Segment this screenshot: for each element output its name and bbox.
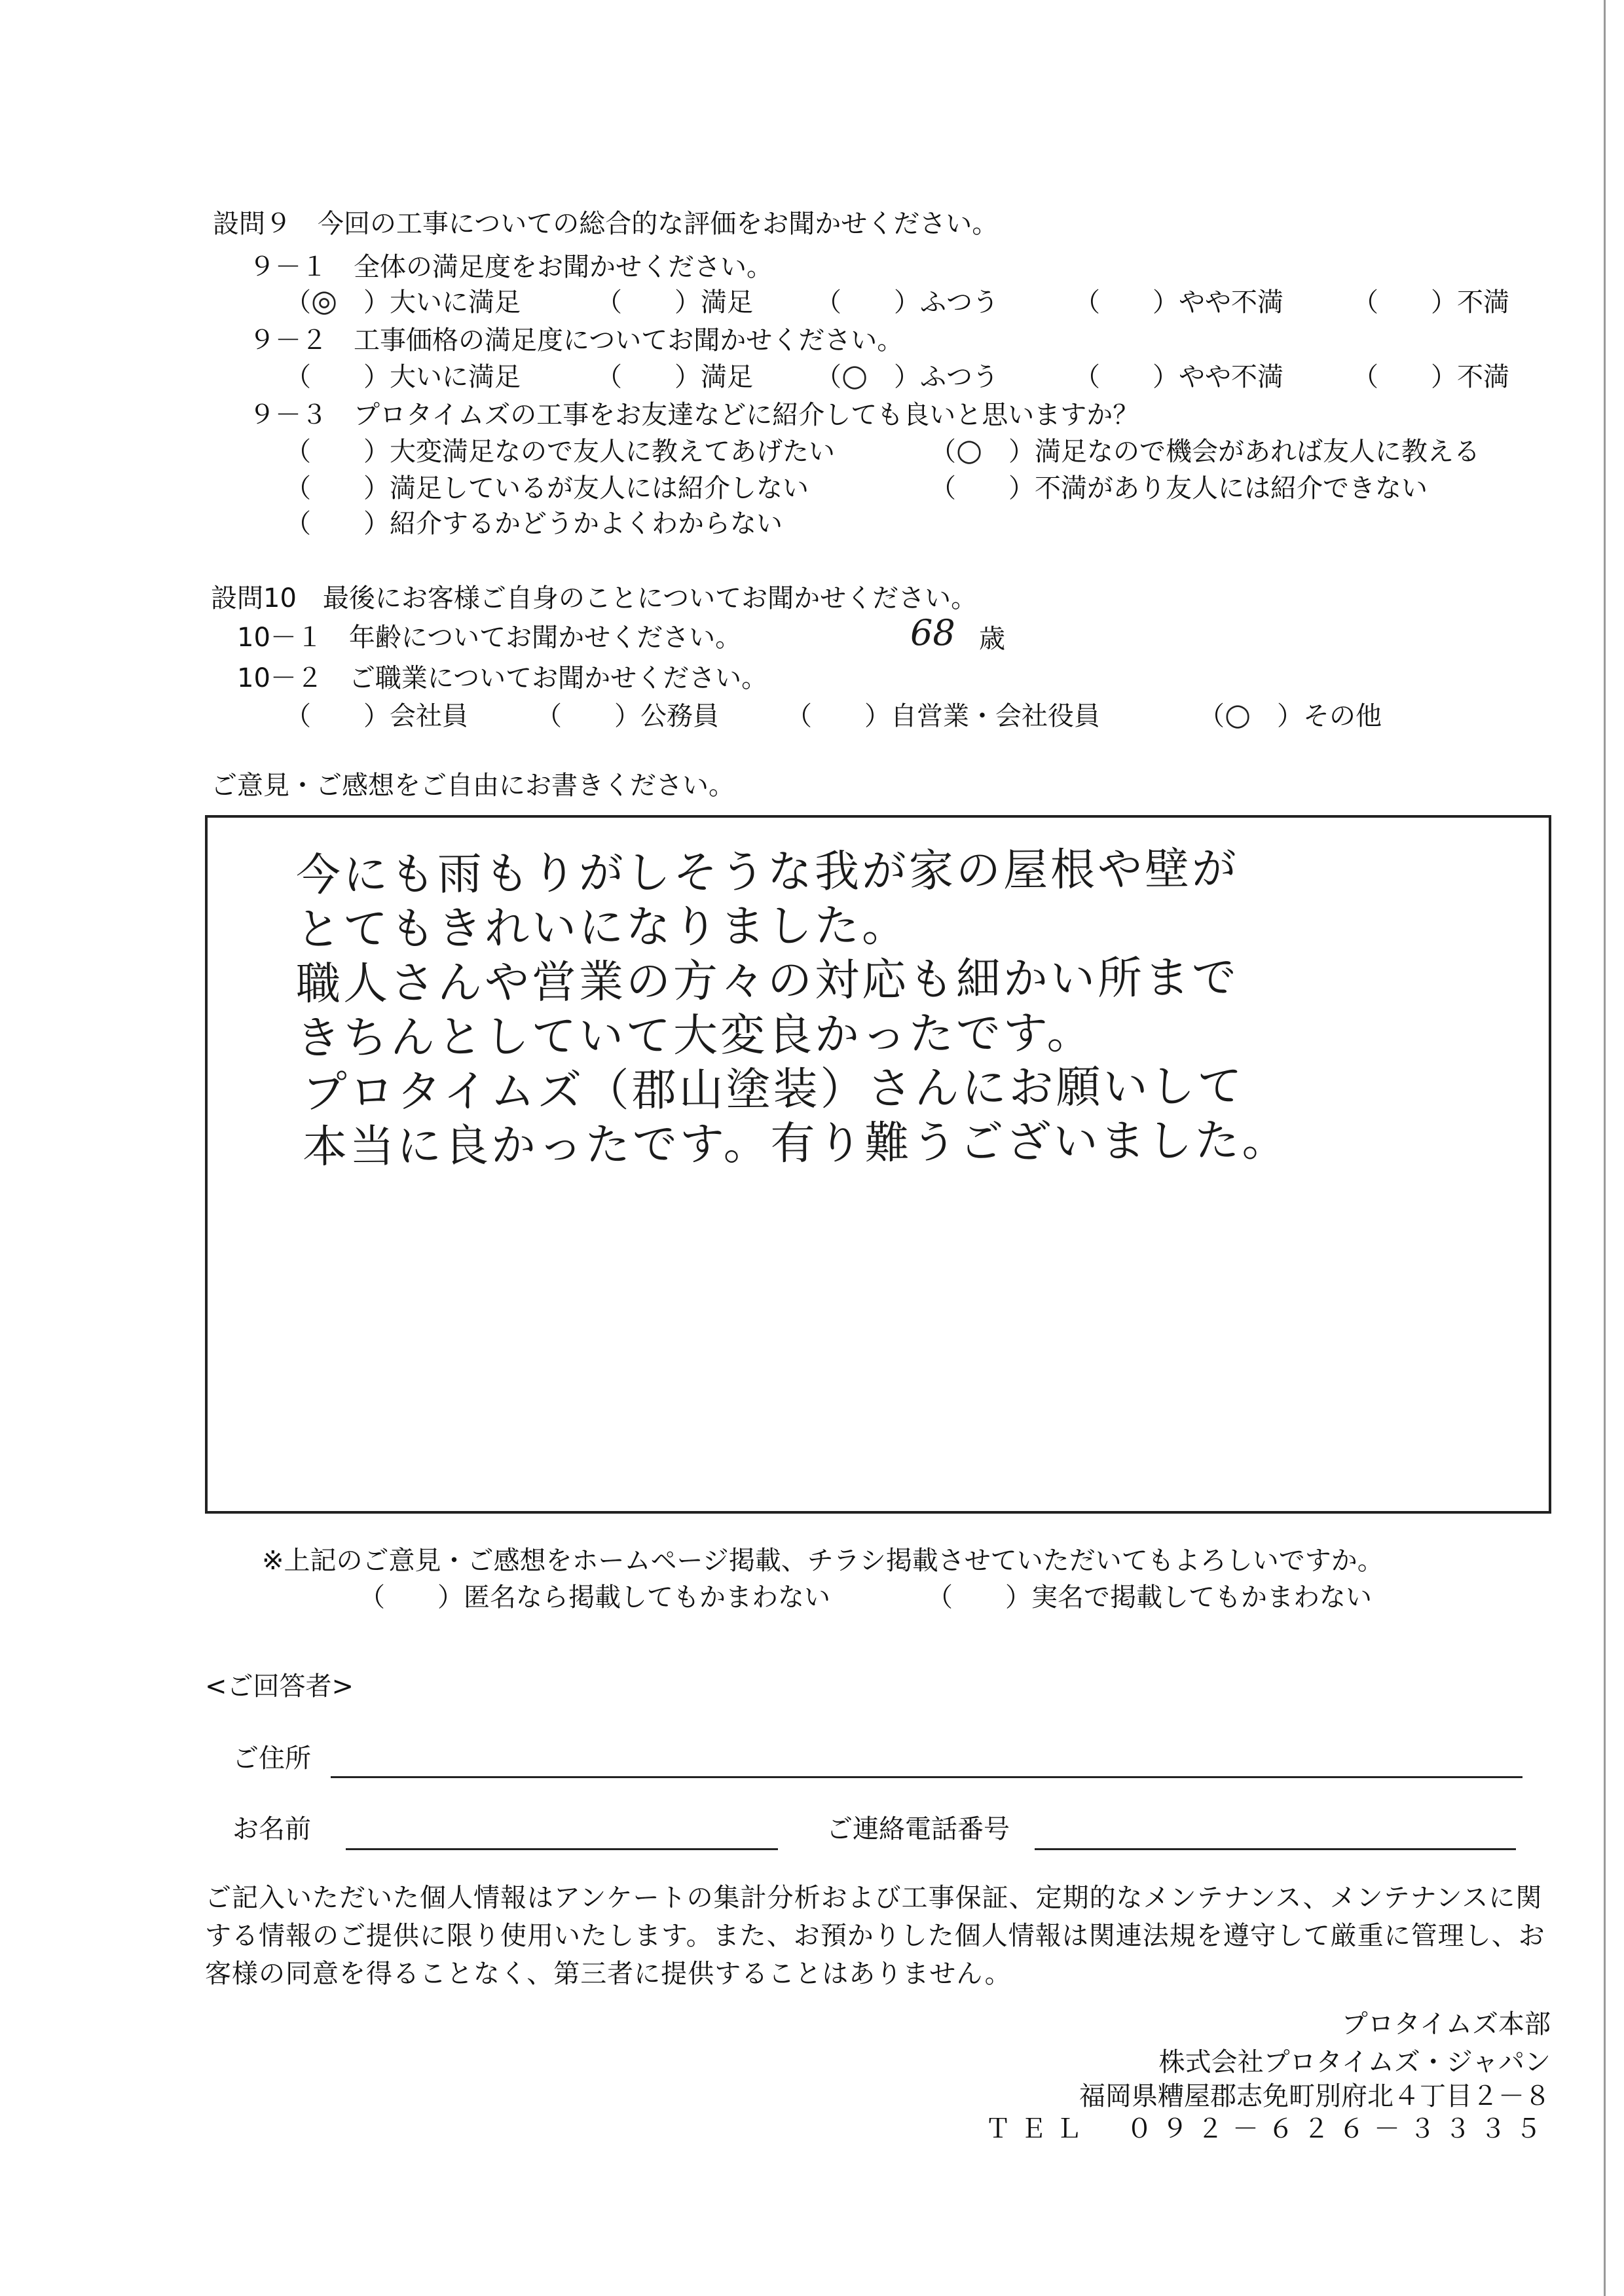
comment-line: きちんとしていて大変良かったです。: [295, 1007, 1094, 1065]
q9-3-opt-dissatisfied[interactable]: （ ）不満があり友人には紹介できない: [930, 473, 1428, 503]
address-label: ご住所: [232, 1743, 311, 1774]
comment-line: プロタイムズ（郡山塗装）さんにお願いして: [302, 1060, 1245, 1119]
q10-2-opt-self-employed[interactable]: （ ）自営業・会社役員: [786, 701, 1100, 731]
publish-opt-anonymous[interactable]: （ ）匿名なら掲載してもかまわない: [359, 1582, 830, 1613]
comment-line: 今にも雨もりがしそうな我が家の屋根や壁が: [295, 843, 1240, 902]
page-edge: [1604, 0, 1606, 2296]
check-mark: ○: [1225, 697, 1251, 732]
q10-title: 設問10 最後にお客様ご自身のことについてお聞かせください。: [211, 583, 978, 613]
q9-2-opt-dissatisfied[interactable]: （ ）不満: [1352, 362, 1509, 392]
footer-address: 福岡県糟屋郡志免町別府北４丁目２－８: [1079, 2081, 1551, 2111]
q9-1-opt-somewhat-dissatisfied[interactable]: （ ）やや不満: [1074, 287, 1283, 318]
q10-2-opt-civil-servant[interactable]: （ ）公務員: [536, 701, 719, 731]
check-mark: ◎: [311, 283, 338, 318]
q9-2-opt-somewhat-dissatisfied[interactable]: （ ）やや不満: [1074, 362, 1283, 392]
age-unit: 歳: [979, 624, 1005, 654]
phone-label: ご連絡電話番号: [826, 1814, 1010, 1844]
q9-3-opt-unsure[interactable]: （ ）紹介するかどうかよくわからない: [285, 509, 783, 539]
publish-opt-real-name[interactable]: （ ）実名で掲載してもかまわない: [927, 1582, 1372, 1613]
name-field[interactable]: [346, 1848, 778, 1850]
name-label: お名前: [232, 1814, 311, 1844]
q9-2-opt-very-satisfied[interactable]: （ ）大いに満足: [285, 362, 521, 392]
q9-3-opt-recommend-gladly[interactable]: （ ）大変満足なので友人に教えてあげたい: [285, 437, 835, 467]
q10-1-label: 10－１ 年齢についてお聞かせください。: [237, 623, 742, 653]
check-mark: ○: [841, 357, 868, 393]
q9-1-label: ９－１ 全体の満足度をお聞かせください。: [249, 252, 773, 282]
check-mark: ○: [956, 432, 983, 467]
phone-field[interactable]: [1035, 1848, 1516, 1850]
footer-company: 株式会社プロタイムズ・ジャパン: [1158, 2047, 1551, 2077]
privacy-notice: ご記入いただいた個人情報はアンケートの集計分析および工事保証、定期的なメンテナンス、メンテナンスに関する情報のご提供に限り使用いたします。また、お預かりした個人情報は関連法規を遵守して厳重に管理し、お客様の同意を得ることなく、第三者に提供することはありません。: [205, 1883, 1545, 1989]
q9-3-label: ９－３ プロタイムズの工事をお友達などに紹介しても良いと思いますか？: [249, 400, 1139, 430]
q10-2-opt-other[interactable]: （ ○ ）その他: [1198, 697, 1382, 732]
q9-2-opt-neutral[interactable]: （ ○ ）ふつう: [815, 357, 999, 393]
footer-office: プロタイムズ本部: [1341, 2009, 1551, 2039]
q9-1-opt-very-satisfied[interactable]: （ ◎ ）大いに満足: [285, 283, 521, 318]
comment-line: 職人さんや営業の方々の対応も細かい所まで: [295, 951, 1240, 1010]
q9-title: 設問９ 今回の工事についての総合的な評価をお聞かせください。: [213, 209, 999, 239]
q9-1-opt-neutral[interactable]: （ ）ふつう: [815, 287, 999, 318]
age-value[interactable]: 68: [910, 612, 955, 653]
q9-2-opt-satisfied[interactable]: （ ）満足: [596, 362, 753, 392]
footer-tel: ＴＥＬ ０９２－６２６－３３３５: [985, 2114, 1551, 2144]
q9-3-opt-no-recommend[interactable]: （ ）満足しているが友人には紹介しない: [285, 473, 809, 503]
q9-2-label: ９－２ 工事価格の満足度についてお聞かせください。: [249, 325, 904, 355]
address-field[interactable]: [331, 1776, 1522, 1778]
comments-box[interactable]: [205, 815, 1551, 1514]
q9-1-opt-dissatisfied[interactable]: （ ）不満: [1352, 287, 1509, 318]
comment-line: 本当に良かったです。有り難うございました。: [302, 1114, 1289, 1173]
respondent-heading: <ご回答者>: [205, 1671, 354, 1702]
q9-1-opt-satisfied[interactable]: （ ）満足: [596, 287, 753, 318]
q10-2-label: 10－２ ご職業についてお聞かせください。: [237, 663, 768, 693]
comments-heading: ご意見・ご感想をご自由にお書きください。: [211, 771, 735, 801]
publish-question: ※上記のご意見・ご感想をホームページ掲載、チラシ掲載させていただいてもよろしいですか。: [262, 1546, 1384, 1576]
comment-line: とてもきれいになりました。: [295, 900, 910, 956]
q9-3-opt-recommend-if-chance[interactable]: （ ○ ）満足なので機会があれば友人に教える: [930, 432, 1480, 467]
q10-2-opt-employee[interactable]: （ ）会社員: [285, 701, 468, 731]
